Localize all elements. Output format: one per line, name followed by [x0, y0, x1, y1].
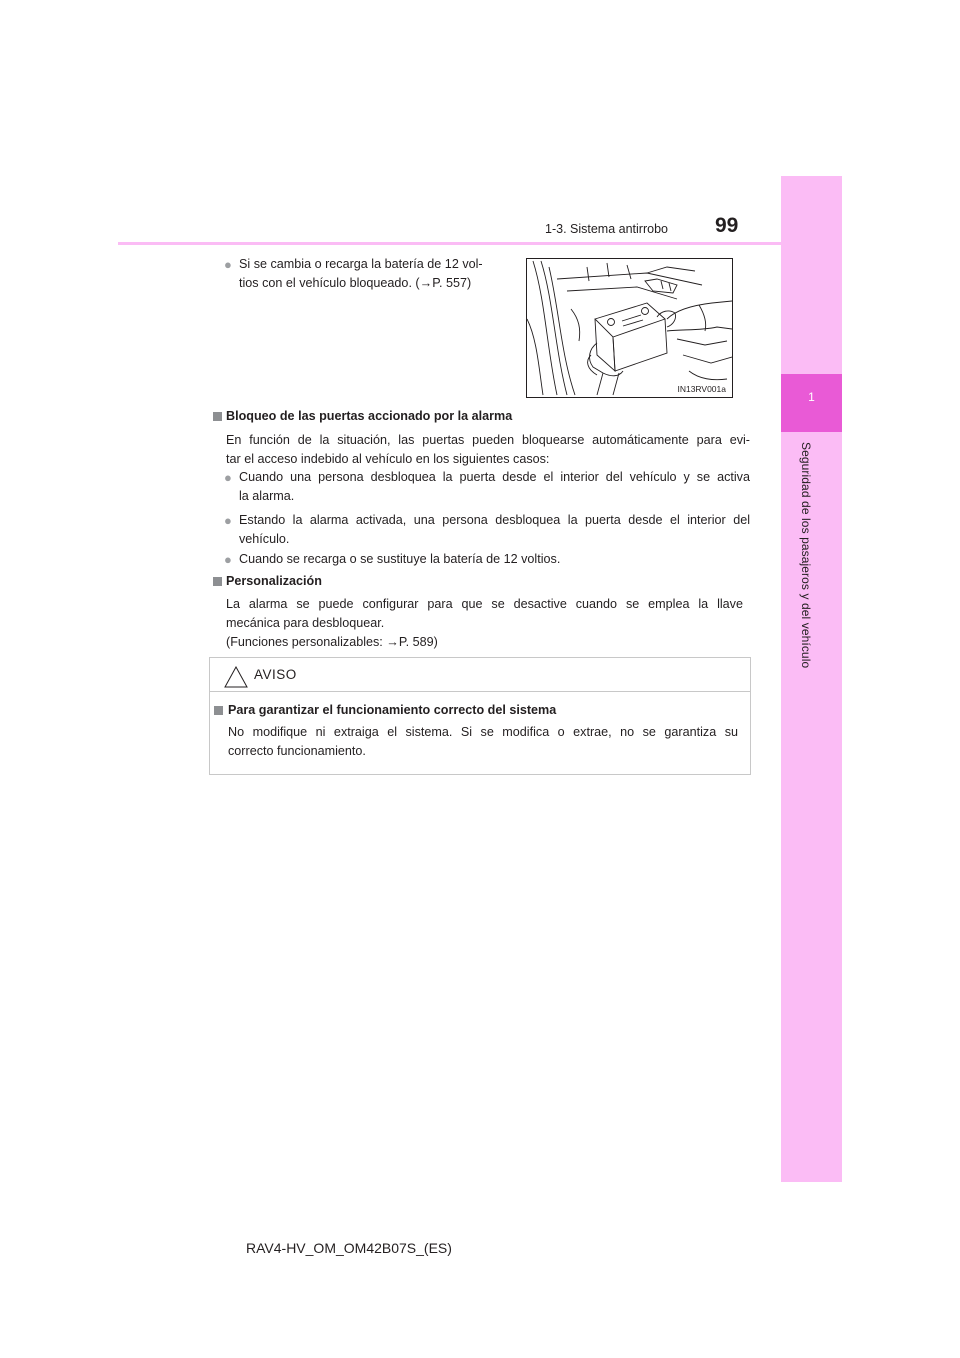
warning-title: AVISO — [254, 667, 297, 682]
alarm-intro-line1: En función de la situación, las puertas pueden bloquearse automáticamente para evi- — [226, 433, 750, 447]
alarm-bullet-1-line1: Cuando una persona desbloquea la puerta desde el interior del vehículo y se activa — [239, 470, 750, 484]
battery-item-line1: Si se cambia o recarga la batería de 12 vol- — [239, 257, 483, 271]
header-rule — [118, 242, 842, 245]
alarm-intro — [226, 431, 750, 469]
warning-header-rule — [210, 691, 750, 692]
battery-illustration-svg — [527, 259, 732, 397]
alarm-bullet-1-line2: la alarma. — [239, 489, 295, 503]
warning-box — [209, 657, 751, 775]
alarm-bullet-2 — [239, 511, 750, 549]
warning-line1: No modifique ni extraiga el sistema. Si se modifica o extrae, no se garantiza su — [228, 725, 738, 739]
battery-item — [239, 255, 515, 293]
custom-line3: (Funciones personalizables: →P. 589) — [226, 635, 438, 649]
alarm-bullet-3 — [239, 550, 750, 569]
chapter-number: 1 — [808, 390, 815, 404]
bullet-icon: ● — [224, 470, 232, 485]
custom-body — [226, 595, 743, 652]
figure-code: IN13RV001a — [677, 384, 726, 394]
custom-line1: La alarma se puede configurar para que se desactive cuando se emplea la llave — [226, 597, 743, 611]
footer-code: RAV4-HV_OM_OM42B07S_(ES) — [246, 1240, 452, 1256]
warning-triangle-icon — [224, 666, 248, 688]
custom-heading: Personalización — [226, 574, 322, 588]
warning-body — [228, 723, 738, 761]
battery-illustration — [526, 258, 733, 398]
battery-item-line2: tios con el vehículo bloqueado. (→P. 557) — [239, 276, 472, 290]
alarm-bullet-2-line1: Estando la alarma activada, una persona desbloquea la puerta desde el interior del — [239, 513, 750, 527]
alarm-bullet-2-line2: vehículo. — [239, 532, 290, 546]
section-title: 1-3. Sistema antirrobo — [545, 222, 668, 236]
warning-line2: correcto funcionamiento. — [228, 744, 366, 758]
section-marker-icon — [213, 412, 222, 421]
bullet-icon: ● — [224, 552, 232, 567]
section-marker-icon — [213, 577, 222, 586]
section-marker-icon — [214, 706, 223, 715]
bullet-icon: ● — [224, 257, 232, 272]
alarm-intro-line2: tar el acceso indebido al vehículo en los siguientes casos: — [226, 452, 550, 466]
bullet-icon: ● — [224, 513, 232, 528]
page-number: 99 — [715, 214, 739, 237]
custom-line2: mecánica para desbloquear. — [226, 616, 385, 630]
warning-heading: Para garantizar el funcionamiento correcto del sistema — [228, 703, 557, 717]
alarm-bullet-3-line1: Cuando se recarga o se sustituye la batería de 12 voltios. — [239, 552, 561, 566]
alarm-heading: Bloqueo de las puertas accionado por la alarma — [226, 409, 513, 423]
chapter-title: Seguridad de los pasajeros y del vehículo — [799, 442, 813, 669]
alarm-bullet-1 — [239, 468, 750, 506]
